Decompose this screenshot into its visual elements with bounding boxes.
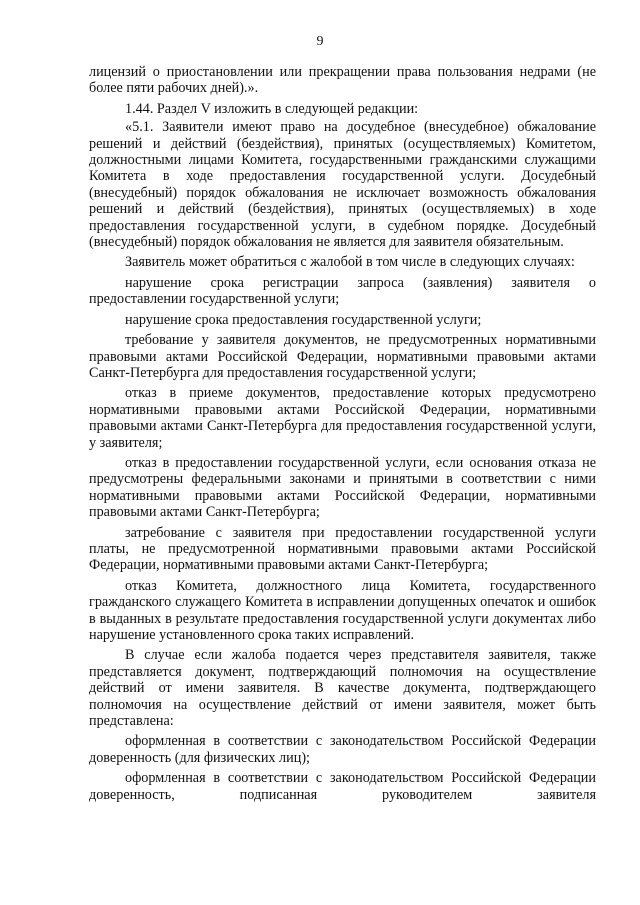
list-item-correction-refusal: отказ Комитета, должностного лица Комитета, государственного гражданского служащего Комитета в исправлении допущенных опечаток и ошибок в выданных в результате предоставления государственной услуги документах либо нарушение установленного срока таких исправлений. (89, 577, 596, 643)
list-item-fee-demand: затребование с заявителя при предоставлении государственной услуги платы, не предусмотренной нормативными правовыми актами Российской Федерации, нормативными правовыми актами Санкт-Петербурга; (89, 524, 596, 574)
list-item-service-deadline: нарушение срока предоставления государственной услуги; (125, 311, 482, 328)
list-item-organization-power-of-attorney: оформленная в соответствии с законодательством Российской Федерации доверенность, подписанная руководителем заявителя (89, 770, 596, 803)
paragraph-appeal-right: «5.1. Заявители имеют право на досудебное (внесудебное) обжалование решений и действий (бездействия), принятых (осуществляемых) Комитетом, должностными лицами Комитета, государственными гражданскими служащими Комитета в ходе предоставления государственной услуги. Досудебный (внесудебный) порядок обжалования не исключает возможность обжалования решений и действий (бездействия), принятых (осуществляемых) в ходе предоставления государственной услуги, в судебном порядке. Досудебный (внесудебный) порядок обжалования не является для заявителя обязательным. (89, 119, 596, 251)
list-item-document-refusal: отказ в приеме документов, предоставление которых предусмотрено нормативными правовыми актами Российской Федерации, нормативными правовыми актами Санкт-Петербурга для предоставления государственной услуги, у заявителя; (89, 385, 596, 451)
paragraph-license-continuation: лицензий о приостановлении или прекращении права пользования недрами (не более пяти рабочих дней).». (89, 64, 596, 97)
document-body (89, 64, 596, 803)
paragraph-complaint-cases-intro: Заявитель может обратиться с жалобой в том числе в следующих случаях: (125, 254, 575, 271)
page-number: 9 (316, 34, 324, 49)
paragraph-representative: В случае если жалоба подается через представителя заявителя, также представляется документ, подтверждающий полномочия на осуществление действий от имени заявителя. В качестве документа, подтверждающего полномочия на осуществление действий от имени заявителя, может быть представлена: (89, 647, 596, 730)
list-item-registration-deadline: нарушение срока регистрации запроса (заявления) заявителя о предоставлении государственной услуги; (89, 274, 596, 308)
list-item-service-refusal: отказ в предоставлении государственной услуги, если основания отказа не предусмотрены федеральными законами и принятыми в соответствии с ними нормативными правовыми актами Российской Федерации, нормативными правовыми актами Санкт-Петербурга; (89, 454, 596, 521)
list-item-individual-power-of-attorney: оформленная в соответствии с законодательством Российской Федерации доверенность (для физических лиц); (89, 733, 596, 766)
list-item-document-request: требование у заявителя документов, не предусмотренных нормативными правовыми актами Российской Федерации, нормативными правовыми актами Санкт-Петербурга для предоставления государственной услуги; (89, 332, 596, 381)
paragraph-section-amendment: 1.44. Раздел V изложить в следующей редакции: (125, 100, 419, 117)
